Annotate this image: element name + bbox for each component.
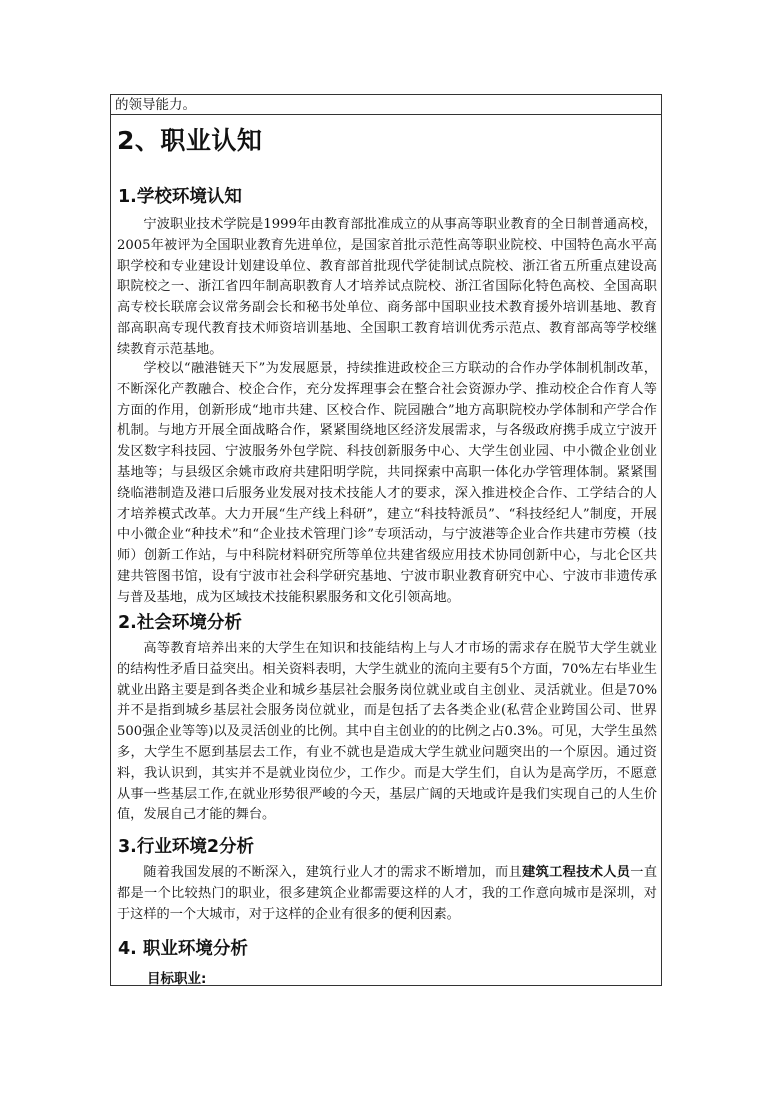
industry-highlight: 建筑工程技术人员 bbox=[522, 865, 631, 880]
table-cell-carryover bbox=[110, 94, 662, 115]
society-heading: 2.社会环境分析 bbox=[118, 613, 242, 633]
target-career-label: 目标职业: bbox=[147, 971, 207, 987]
section-title: 2、职业认知 bbox=[117, 126, 263, 155]
industry-text-before: 随着我国发展的不断深入，建筑行业人才的需求不断增加，而且 bbox=[143, 865, 523, 880]
carryover-text: 的领导能力。 bbox=[115, 97, 196, 113]
industry-heading: 3.行业环境2分析 bbox=[118, 837, 255, 857]
school-paragraph-1: 宁波职业技术学院是1999年由教育部批准成立的从事高等职业教育的全日制普通高校，2005年被评为全国职业教育先进单位，是国家首批示范性高等职业院校、中国特色高水平高职学校和专业建设计划建设单位、教育部首批现代学徒制试点院校、浙江省五所重点建设高职院校之一、浙江省四年制高职教育人才培养试点院校、浙江省国际化特色高校、全国高职高专校长联席会议常务副会长和秘书处单位、商务部中国职业技术教育援外培训基地、教育部高职高专现代教育技术师资培训基地、全国职工教育培训优秀示范点、教育部高等学校继续教育示范基地。 bbox=[117, 217, 657, 357]
school-heading: 1.学校环境认知 bbox=[118, 187, 242, 207]
table-cell-career-cognition bbox=[110, 114, 662, 986]
industry-paragraph bbox=[117, 863, 657, 925]
school-paragraph-2: 学校以“融港链天下”为发展愿景，持续推进政校企三方联动的合作办学体制机制改革，不断深化产教融合、校企合作，充分发挥理事会在整合社会资源办学、推动校企合作育人等方面的作用，创新形成“地市共建、区校合作、院园融合”地方高职院校办学体制和产学合作机制。与地方开展全面战略合作，紧紧围绕地区经济发展需求，与各级政府携手成立宁波开发区数字科技园、宁波服务外包学院、科技创新服务中心、大学生创业园、中小微企业创业基地等；与县级区余姚市政府共建阳明学院，共同探索中高职一体化办学管理体制。紧紧围绕临港制造及港口后服务业发展对技术技能人才的要求，深入推进校企合作、工学结合的人才培养模式改革。大力开展“生产线上科研”，建立“科技特派员”、“科技经纪人”制度，开展中小微企业“种技术”和“企业技术管理门诊”专项活动，与宁波港等企业合作共建市劳模（技师）创新工作站，与中科院材料研究所等单位共建省级应用技术协同创新中心，与北仑区共建共管图书馆，设有宁波市社会科学研究基地、宁波市职业教育研究中心、宁波市非遗传承与普及基地，成为区域技术技能积累服务和文化引领高地。 bbox=[117, 361, 657, 605]
industry-text-after: 一直都是一个比较热门的职业，很多建筑企业都需要这样的人才，我的工作意向城市是深圳，对于这样的一个大城市，对于这样的企业有很多的便利因素。 bbox=[117, 865, 658, 922]
career-heading: 4. 职业环境分析 bbox=[118, 939, 248, 959]
society-paragraph: 高等教育培养出来的大学生在知识和技能结构上与人才市场的需求存在脱节大学生就业的结构性矛盾日益突出。相关资料表明，大学生就业的流向主要有5个方面，70%左右毕业生就业出路主要是到各类企业和城乡基层社会服务岗位就业或自主创业、灵活就业。但是70%并不是指到城乡基层社会服务岗位就业，而是包括了去各类企业(私营企业跨国公司、世界500强企业等等)以及灵活创业的比例。其中自主创业的的比例之占0.3%。可见，大学生虽然多，大学生不愿到基层去工作，有业不就也是造成大学生就业问题突出的一个原因。通过资料，我认识到，其实并不是就业岗位少，工作少。而是大学生们，自认为是高学历，不愿意从事一些基层工作,在就业形势很严峻的今天，基层广阔的天地或许是我们实现自己的人生价值，发展自己才能的舞台。 bbox=[117, 641, 657, 823]
